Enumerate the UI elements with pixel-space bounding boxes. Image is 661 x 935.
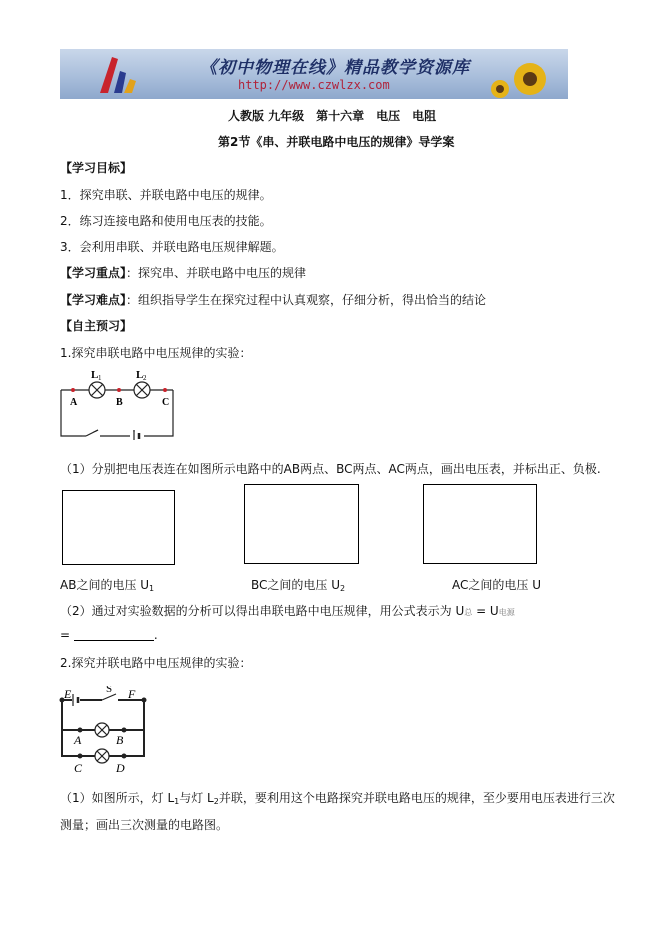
answer-line: = . <box>60 628 158 642</box>
difficulty-text: ：组织指导学生在探究过程中认真观察，仔细分析，得出恰当的结论 <box>126 293 487 307</box>
key-point-text: ：探究串、并联电路中电压的规律 <box>126 266 307 280</box>
node-c <box>78 754 83 759</box>
difficulty-line <box>60 291 486 308</box>
objective-item: 3．会利用串联、并联电路电压规律解题。 <box>60 240 284 254</box>
label-l1: L <box>91 369 99 381</box>
node-b <box>122 728 127 733</box>
node-a <box>71 388 75 392</box>
label-a: A <box>70 397 78 408</box>
node-b <box>117 388 121 392</box>
node-c <box>163 388 167 392</box>
key-point-line <box>60 264 306 281</box>
label-c: C <box>74 761 83 775</box>
label-a: A <box>74 733 82 747</box>
box-label-ab: AB之间的电压 $U_1$ <box>60 578 155 593</box>
label-c: C <box>162 397 170 408</box>
objectives-heading: 【学习目标】 <box>60 161 133 175</box>
box-label-bc: BC之间的电压 $U_2$ <box>251 578 346 593</box>
header-banner <box>60 49 568 99</box>
question-1-title: 1.探究串联电路中电压规律的实验： <box>60 346 252 360</box>
answer-box-ab[interactable] <box>62 490 175 565</box>
series-circuit-diagram <box>58 368 180 440</box>
box-label-ac: AC之间的电压 U <box>452 578 541 592</box>
label-f: F <box>128 687 136 701</box>
answer-box-bc[interactable] <box>244 484 359 564</box>
banner-url[interactable]: http://www.czwlzx.com <box>238 78 390 92</box>
parallel-circuit-diagram <box>58 686 158 776</box>
label-e: E <box>64 687 72 701</box>
logo-mark-red <box>100 57 118 93</box>
preview-heading: 【自主预习】 <box>60 319 133 333</box>
answer-box-ac[interactable] <box>423 484 537 564</box>
question-1-part-2: （2）通过对实验数据的分析可以得出串联电路中电压规律，用公式表示为 U总 = U电源 <box>60 604 515 618</box>
label-b: B <box>116 733 124 747</box>
label-s: S <box>106 686 113 695</box>
answer-blank[interactable] <box>74 630 154 641</box>
node-a <box>78 728 83 733</box>
label-d: D <box>116 761 125 775</box>
question-2-title: 2.探究并联电路中电压规律的实验： <box>60 656 252 670</box>
label-b: B <box>116 397 123 408</box>
question-1-part-1: （1）分别把电压表连在如图所示电路中的AB两点、BC两点、AC两点，画出电压表，并标出正、负极. <box>60 462 601 476</box>
difficulty-label: 【学习难点】 <box>60 293 127 307</box>
node-d <box>122 754 127 759</box>
chapter-line: 人教版 九年级 第十六章 电压 电阻 <box>228 109 437 123</box>
key-point-label: 【学习重点】 <box>60 266 127 280</box>
objective-item: 2．练习连接电路和使用电压表的技能。 <box>60 214 272 228</box>
svg-text:2: 2 <box>143 374 147 382</box>
svg-text:1: 1 <box>98 374 102 382</box>
label-l2: L <box>136 369 144 381</box>
question-2-part-1: （1）如图所示，灯 $L_1$与灯 $L_2$并联，要利用这个电路探究并联电路电压的规律，至少要用电压表进行三次 <box>60 791 615 806</box>
objective-item: 1．探究串联、并联电路中电压的规律。 <box>60 188 272 202</box>
question-2-part-1-cont: 测量；画出三次测量的电路图。 <box>60 818 229 832</box>
banner-title: 《初中物理在线》精品教学资源库 <box>200 58 470 78</box>
logo-mark-gold <box>124 79 136 93</box>
logo-mark-blue <box>114 71 126 93</box>
lesson-title: 第2节《串、并联电路中电压的规律》导学案 <box>218 135 455 149</box>
